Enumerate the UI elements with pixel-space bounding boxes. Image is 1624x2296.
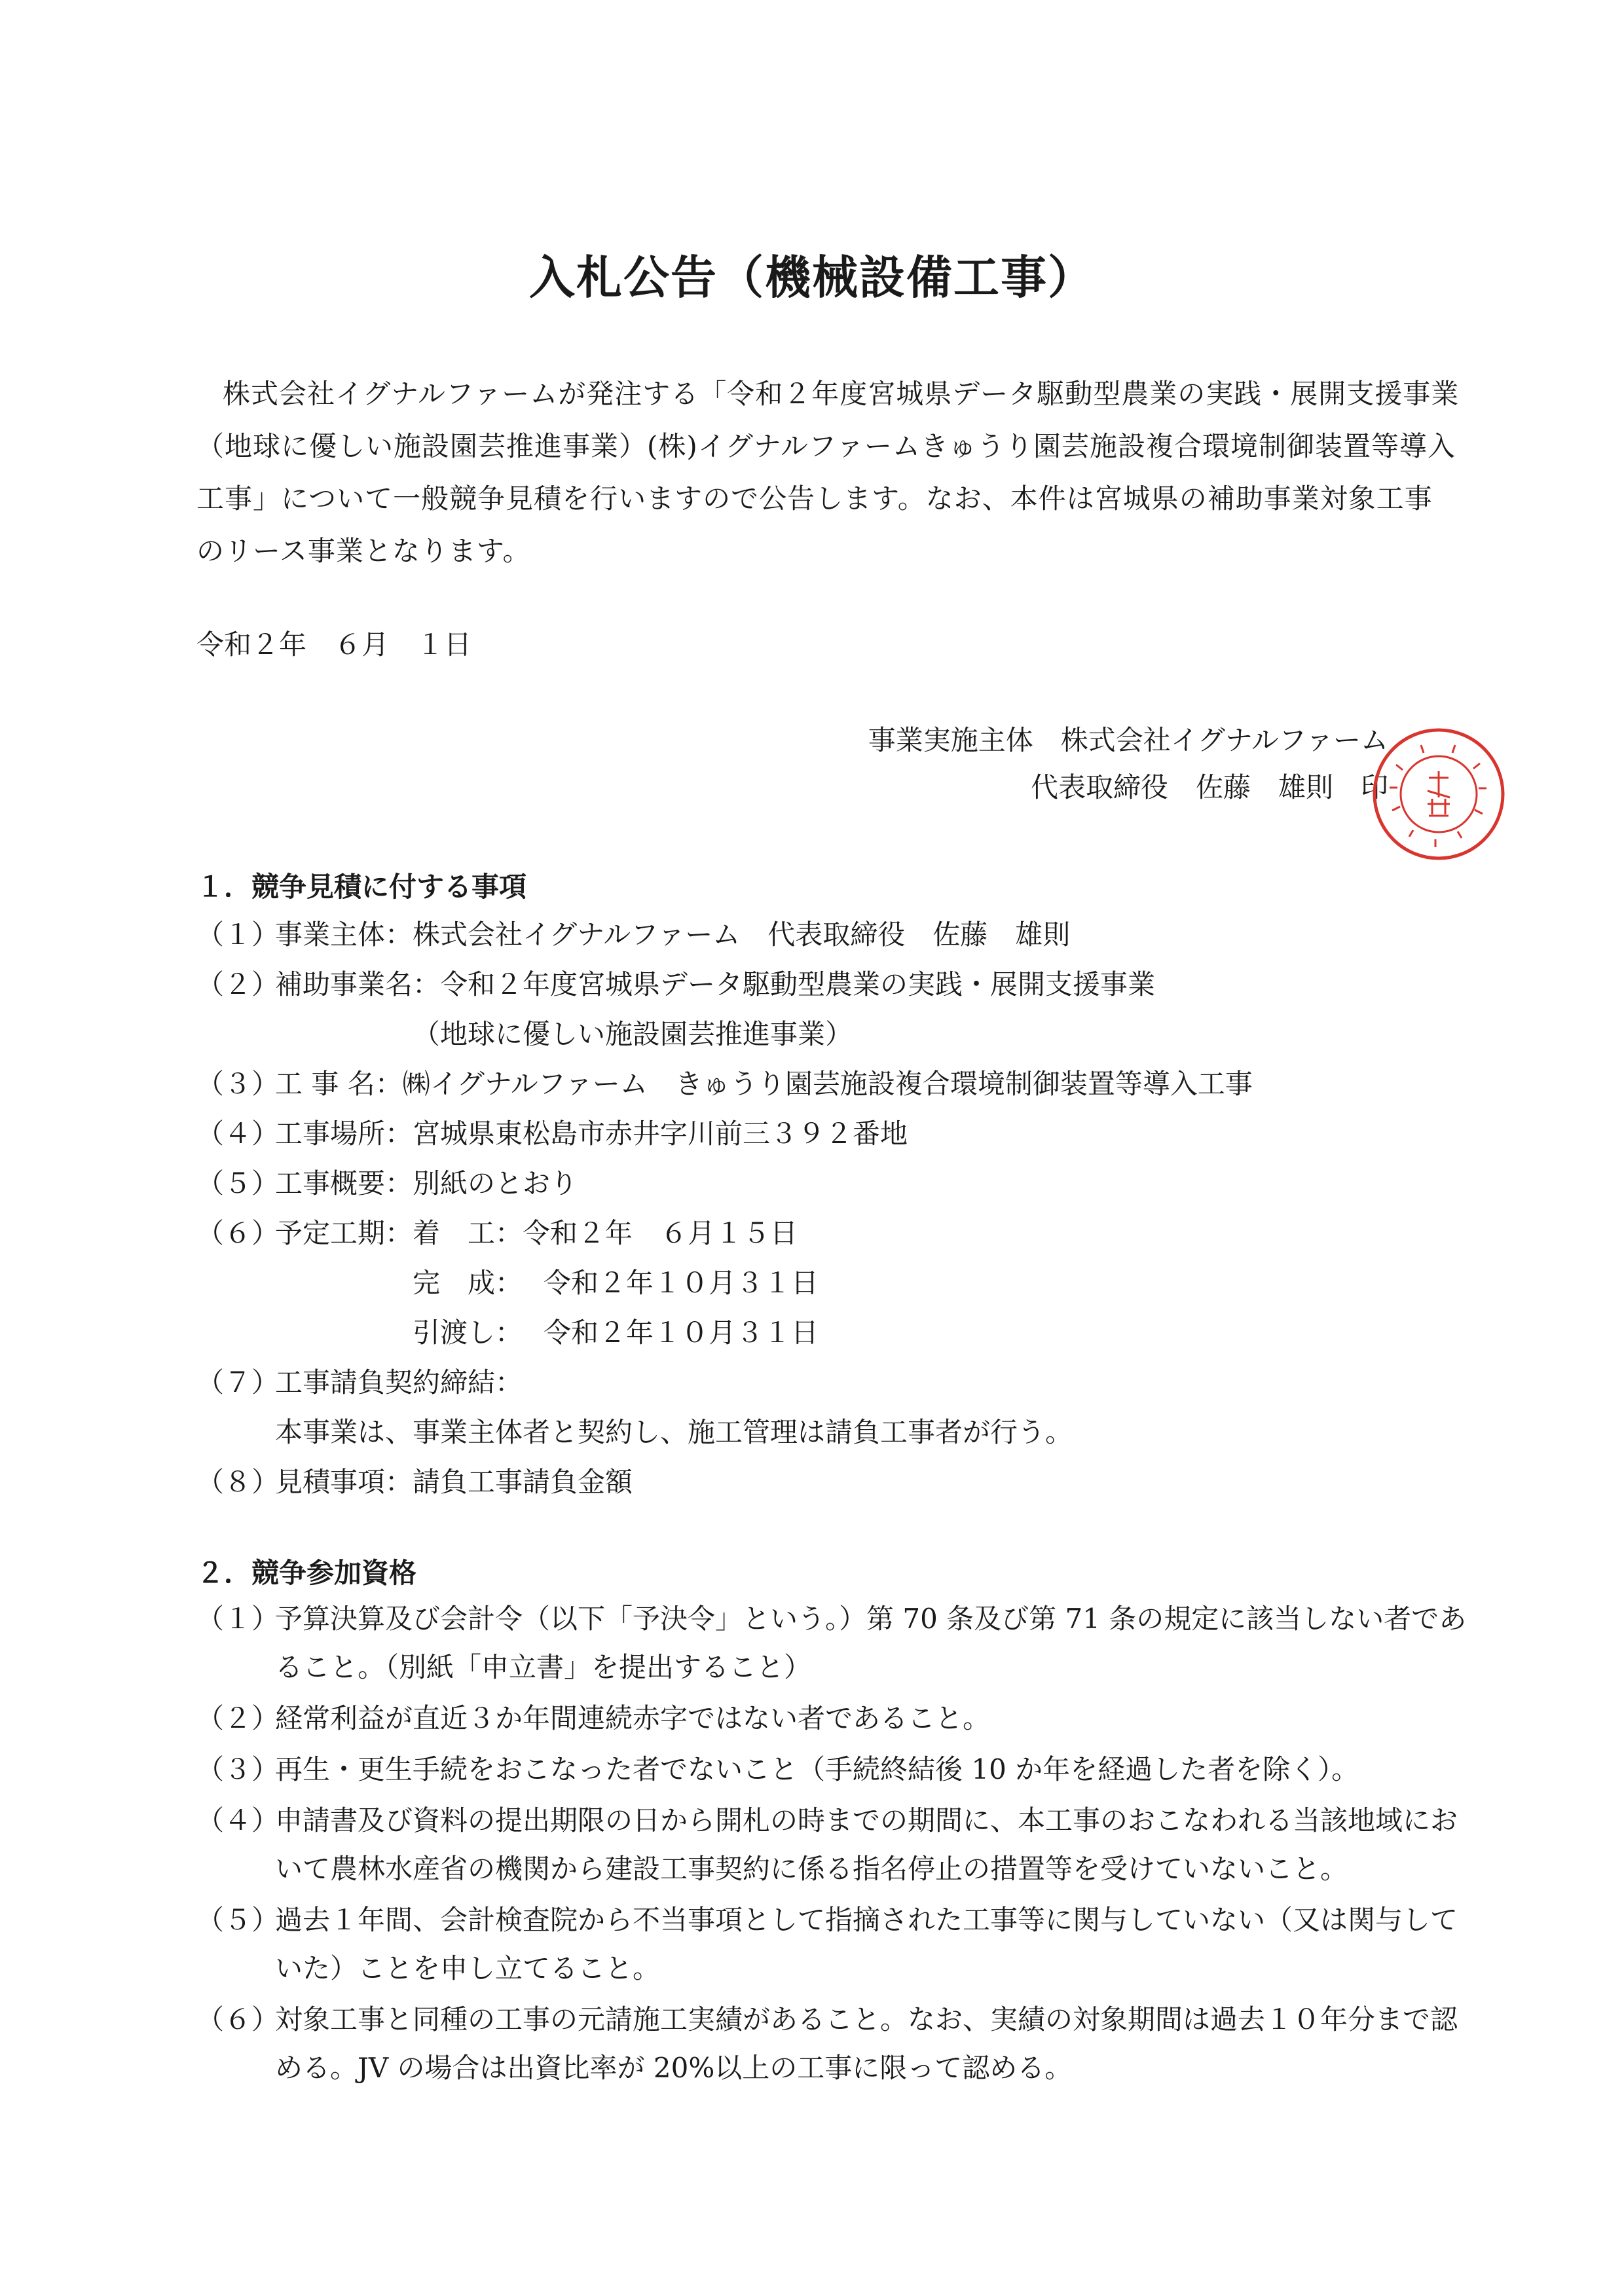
item-value: ㈱イグナルファーム きゅうり園芸施設複合環境制御装置等導入工事 (402, 1068, 1253, 1100)
schedule-complete-label: 完 成： (413, 1267, 523, 1299)
item-value: 株式会社イグナルファーム 代表取締役 佐藤 雄則 (413, 919, 1071, 951)
item-number: （４） (196, 1804, 280, 1836)
item-label: 工事場所： (275, 1118, 413, 1150)
item-number: （５） (196, 1904, 280, 1936)
list-item (196, 1896, 1467, 1993)
item-number: （６） (196, 2003, 280, 2035)
item-number: （８） (196, 1466, 280, 1498)
list-item (196, 1358, 1480, 1457)
item-label: 事業主体： (275, 919, 413, 951)
schedule-complete-value: 令和２年１０月３１日 (544, 1267, 819, 1299)
list-item (196, 1995, 1467, 2092)
item-number: （３） (196, 1068, 280, 1100)
item-text: 対象工事と同種の工事の元請施工実績があること。なお、実績の対象期間は過去１０年分まで認める。JV の場合は出資比率が 20%以上の工事に限って認める。 (275, 2003, 1458, 2084)
section1-heading: １．競争見積に付する事項 (196, 871, 527, 903)
list-item (196, 1159, 1480, 1209)
schedule-handover-label: 引渡し： (413, 1317, 523, 1349)
item-number: （４） (196, 1118, 280, 1150)
section1-list (196, 910, 1480, 1507)
item-number: （６） (196, 1217, 280, 1249)
item-number: （２） (196, 968, 280, 1000)
item-label: 見積事項： (275, 1466, 413, 1498)
item-text: 再生・更生手続をおこなった者でないこと（手続終結後 10 か年を経過した者を除く）。 (275, 1753, 1359, 1785)
list-item (196, 1595, 1467, 1692)
item-value: 宮城県東松島市赤井字川前三３９２番地 (413, 1118, 908, 1150)
item-value: 請負工事請負金額 (413, 1466, 633, 1498)
item-value: 令和２年度宮城県データ駆動型農業の実践・展開支援事業 (440, 968, 1156, 1000)
signature-representative: 代表取締役 佐藤 雄則 印 (1030, 771, 1388, 803)
item-label: 工事概要： (275, 1167, 413, 1199)
item-text: 申請書及び資料の提出期限の日から開札の時までの期間に、本工事のおこなわれる当該地域において農林水産省の機関から建設工事契約に係る指名停止の措置等を受けていないこと。 (275, 1804, 1458, 1885)
schedule-handover-value: 令和２年１０月３１日 (544, 1317, 819, 1349)
item-number: （１） (196, 1603, 280, 1635)
item-number: （１） (196, 919, 280, 951)
intro-paragraph: 株式会社イグナルファームが発注する「令和２年度宮城県データ駆動型農業の実践・展開支援事業（地球に優しい施設園芸推進事業）(株)イグナルファームきゅうり園芸施設複合環境制御装置等導入工事」について一般競争見積を行いますので公告します。なお、本件は宮城県の補助事業対象工事のリース事業となります。 (196, 378, 1460, 567)
list-item (196, 1694, 1467, 1743)
item-label: 工事請負契約締結： (275, 1366, 523, 1398)
list-item (196, 1209, 1480, 1358)
item-continuation: 本事業は、事業主体者と契約し、施工管理は請負工事者が行う。 (275, 1416, 1073, 1448)
list-item (196, 1745, 1467, 1794)
document-title: 入札公告（機械設備工事） (529, 251, 1095, 304)
schedule-start-label: 着 工： (413, 1217, 523, 1249)
item-label: 予定工期： (275, 1217, 413, 1249)
section2-heading: ２．競争参加資格 (196, 1557, 417, 1589)
item-value: 別紙のとおり (413, 1167, 578, 1199)
item-text: 過去１年間、会計検査院から不当事項として指摘された工事等に関与していない（又は関与していた）ことを申し立てること。 (275, 1904, 1458, 1984)
list-item (196, 1109, 1480, 1159)
item-label: 補助事業名： (275, 968, 441, 1000)
notice-date: 令和２年 ６月 １日 (196, 629, 472, 661)
list-item (196, 1796, 1467, 1893)
item-text: 経常利益が直近３か年間連続赤字ではない者であること。 (275, 1702, 991, 1734)
item-text: 予算決算及び会計令（以下「予決令」という。）第 70 条及び第 71 条の規定に該当しない者であること。（別紙「申立書」を提出すること） (275, 1603, 1467, 1683)
list-item (196, 910, 1480, 960)
item-continuation: （地球に優しい施設園芸推進事業） (413, 1018, 853, 1050)
item-number: （５） (196, 1167, 280, 1199)
item-number: （２） (196, 1702, 280, 1734)
list-item (196, 1457, 1480, 1507)
list-item (196, 1059, 1480, 1109)
list-item (196, 960, 1480, 1059)
item-number: （３） (196, 1753, 280, 1785)
signature-organization: 事業実施主体 株式会社イグナルファーム (868, 724, 1388, 756)
company-seal-stamp (1370, 725, 1507, 863)
section2-list (196, 1595, 1467, 2095)
item-label: 工 事 名： (275, 1068, 403, 1100)
schedule-start-value: 令和２年 ６月１５日 (523, 1217, 798, 1249)
item-number: （７） (196, 1366, 280, 1398)
